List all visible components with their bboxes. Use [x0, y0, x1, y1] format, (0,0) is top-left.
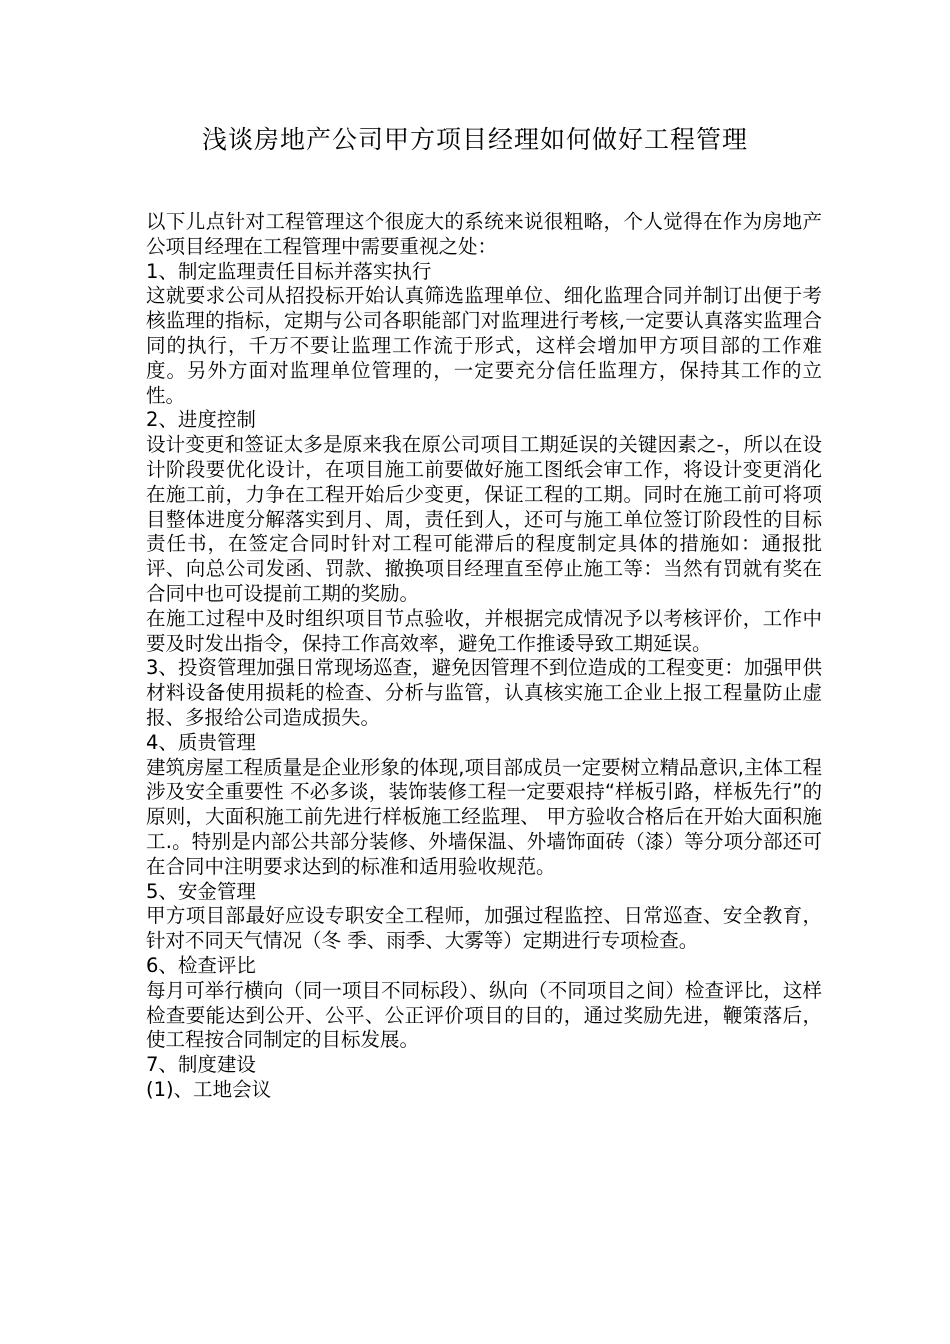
document-body — [146, 210, 822, 1103]
section-6-paragraph: 每月可举行横向（同一项目不同标段）、纵向（不同项目之间）检查评比，这样检查要能达到公开、公平、公正评价项目的目的，通过奖励先进，鞭策落后，使工程按合同制定的目标发展。 — [146, 978, 822, 1052]
section-heading-6: 6、检查评比 — [146, 953, 256, 977]
document-title: 浅谈房地产公司甲方项目经理如何做好工程管理 — [201, 125, 748, 154]
section-heading-2: 2、进度控制 — [146, 408, 256, 432]
section-2-paragraph-1: 设计变更和签证太多是原来我在原公司项目工期延误的关键因素之-，所以在设计阶段要优化设计，在项目施工前要做好施工图纸会审工作，将设计变更消化在施工前，力争在工程开始后少变更，保证工程的工期。同时在施工前可将项目整体进度分解落实到月、周，责任到人，还可与施工单位签订阶段性的目标责任书，在签定合同时针对工程可能滞后的程度制定具体的措施如：通报批评、向总公司发函、罚款、撤换项目经理直至停止施工等：当然有罚就有奖在合同中也可设提前工期的奖励。 — [146, 433, 822, 605]
intro-paragraph: 以下儿点针对工程管理这个很庞大的系统来说很粗略，个人觉得在作为房地产公项目经理在工程管理中需要重视之处： — [146, 210, 822, 258]
section-1-paragraph: 这就要求公司从招投标开始认真筛选监理单位、细化监理合同并制订出便于考核监理的指标，定期与公司各职能部门对监理进行考核,一定要认真落实监理合同的执行，千万不要让监理工作流于形式，这样会增加甲方项目部的工作难度。另外方面对监理单位管理的，一定要充分信任监理方，保持其工作的立性。 — [146, 284, 822, 407]
section-2-paragraph-2: 在施工过程中及时组织项目节点验收，并根据完成情况予以考核评价，工作中要及时发出指令，保持工作高效率，避免工作推诿导致工期延误。 — [146, 606, 822, 655]
section-heading-7: 7、制度建设 — [146, 1053, 256, 1077]
section-3-paragraph: 3、投资管理加强日常现场巡查，避免因管理不到位造成的工程变更：加强甲供材料设备使用损耗的检查、分析与监管，认真核实施工企业上报工程量防止虚报、多报给公司造成损失。 — [146, 656, 822, 729]
section-5-paragraph: 甲方项目部最好应设专职安全工程师，加强过程监控、日常巡查、安全教育，针对不同天气情况（冬 季、雨季、大雾等）定期进行专项检查。 — [146, 904, 822, 953]
section-heading-5: 5、安金管理 — [146, 879, 256, 903]
section-heading-4: 4、质贵管理 — [146, 730, 256, 754]
subsection-heading-7-1: (1)、工地会议 — [146, 1077, 272, 1101]
section-heading-1: 1、制定监理责任目标并落实执行 — [146, 259, 432, 283]
section-4-paragraph: 建筑房屋工程质量是企业形象的体现,项目部成员一定要树立精品意识,主体工程涉及安全重要性 不必多谈，装饰装修工程一定要艰持“样板引路，样板先行”的原则，大面积施工前先进行样板施工经监理、 甲方验收合格后在开始大面积施工.。特别是内部公共部分装修、外墙保温、外墙饰面砖（漆）等分项分部还可在合同中注明要求达到的标准和适用验收规范。 — [146, 755, 822, 878]
